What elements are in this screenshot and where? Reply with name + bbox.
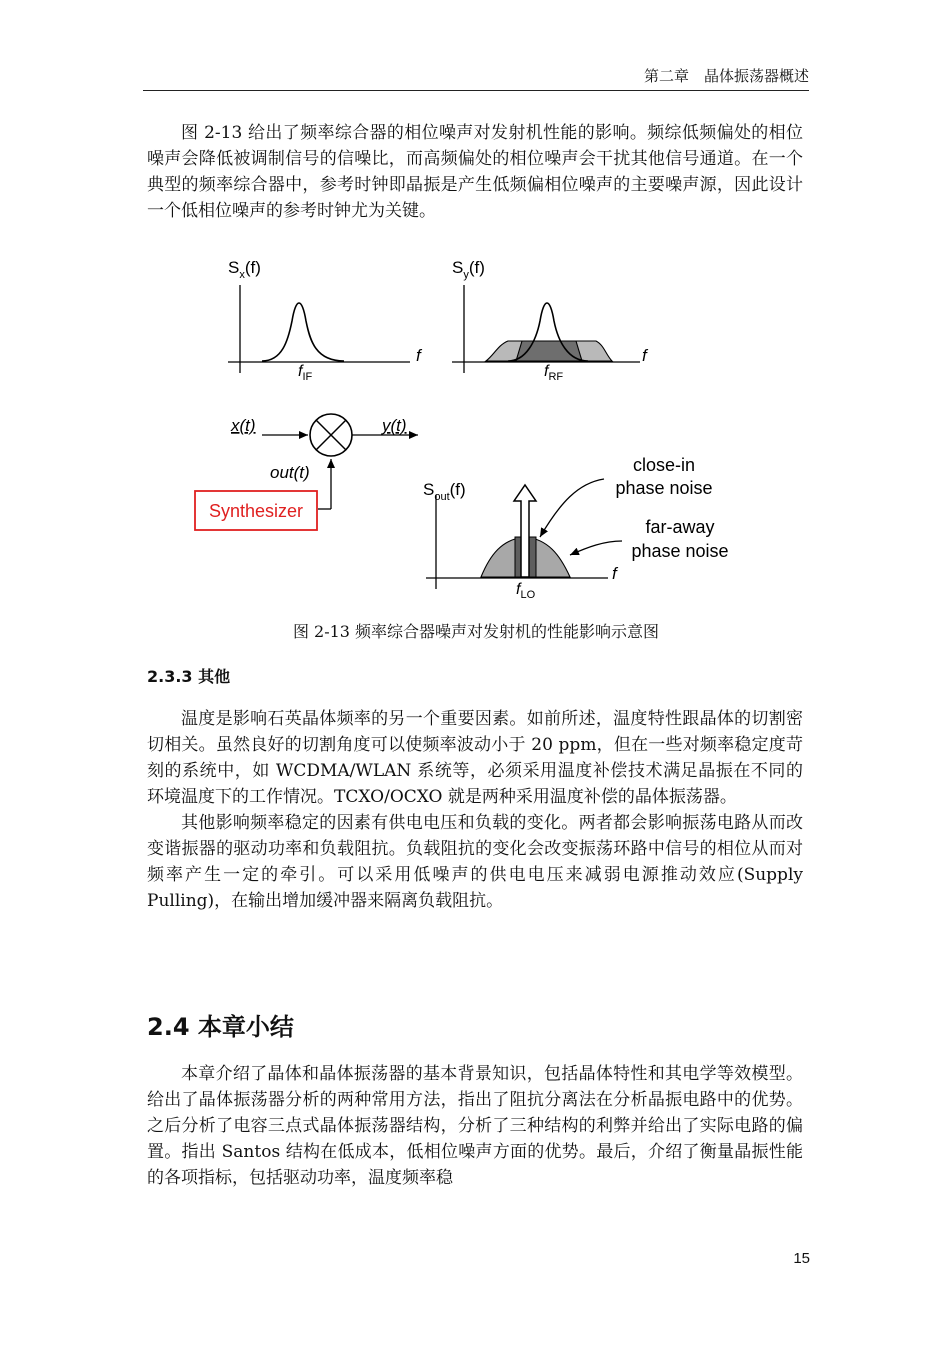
outt-label: out(t)	[270, 463, 310, 482]
section-2-3-3-body	[147, 706, 803, 914]
sx-label: $S_x(f)$	[228, 258, 261, 281]
supply-paragraph: 其他影响频率稳定的因素有供电电压和负载的变化。两者都会影响振荡电路从而改变谐振器的驱动功率和负载阻抗。负载阻抗的变化会改变振荡环路中信号的相位从而对频率产生一定的牵引。可以采用低噪声的供电电压来减弱电源推动效应(Supply Pulling)，在输出增加缓冲器来隔离负载阻抗。	[147, 813, 803, 911]
xt-label: x(t)	[231, 416, 256, 435]
fif-label: $f_{IF}$	[298, 363, 313, 383]
temperature-paragraph: 温度是影响石英晶体频率的另一个重要因素。如前所述，温度特性跟晶体的切割密切相关。虽然良好的切割角度可以使频率波动小于 20 ppm，但在一些对频率稳定度苛刻的系统中，如 WCDMA/WLAN 系统等，必须采用温度补偿技术满足晶振在不同的环境温度下的工作情况。TCXO/OCXO 就是两种采用温度补偿的晶体振荡器。	[147, 709, 803, 807]
running-header	[143, 66, 809, 91]
close-in-pointer	[540, 479, 604, 537]
page-number: 15	[793, 1250, 810, 1267]
intro-paragraph-block	[147, 120, 803, 224]
yt-label: y(t)	[382, 416, 407, 435]
mixer-block	[195, 414, 418, 530]
close-in-text-2: phase noise	[615, 478, 713, 498]
section-2-4-heading: 2.4 本章小结	[147, 1013, 294, 1041]
sy-label: $S_y(f)$	[452, 258, 485, 281]
sout-label: $S_{out}(f)$	[423, 480, 466, 503]
f-axis-1: f	[416, 346, 421, 365]
frf-label: $f_{RF}$	[544, 363, 564, 383]
close-in-text-1: close-in	[632, 455, 696, 475]
synthesizer-label: Synthesizer	[208, 501, 304, 521]
rf-noise-center	[516, 341, 582, 361]
sy-spectrum-plot	[452, 258, 649, 383]
far-away-pointer	[570, 541, 622, 555]
sout-spectrum-plot	[423, 455, 729, 601]
sx-spectrum-plot	[228, 258, 423, 383]
section-2-3-3-heading: 2.3.3 其他	[147, 667, 231, 686]
far-away-text-2: phase noise	[631, 541, 729, 561]
running-title: 第二章 晶体振荡器概述	[643, 67, 809, 85]
figure-caption: 图 2-13 频率综合器噪声对发射机的性能影响示意图	[292, 622, 660, 641]
figure-2-13	[0, 255, 952, 615]
section-2-4-body	[147, 1061, 803, 1191]
if-signal-peak	[262, 303, 344, 361]
f-axis-3: f	[612, 564, 617, 583]
flo-label: $f_{LO}$	[516, 581, 536, 601]
f-axis-2: f	[642, 346, 647, 365]
far-away-text-1: far-away	[645, 517, 715, 537]
intro-paragraph: 图 2-13 给出了频率综合器的相位噪声对发射机性能的影响。频综低频偏处的相位噪声会降低被调制信号的信噪比，而高频偏处的相位噪声会干扰其他信号通道。在一个典型的频率综合器中，参考时钟即晶振是产生低频偏相位噪声的主要噪声源，因此设计一个低相位噪声的参考时钟尤为关键。	[147, 123, 803, 221]
summary-paragraph: 本章介绍了晶体和晶体振荡器的基本背景知识，包括晶体特性和其电学等效模型。给出了晶体振荡器分析的两种常用方法，指出了阻抗分离法在分析晶振电路中的优势。之后分析了电容三点式晶体振荡器结构，分析了三种结构的利弊并给出了实际电路的偏置。指出 Santos 结构在低成本，低相位噪声方面的优势。最后，介绍了衡量晶振性能的各项指标，包括驱动功率，温度频率稳	[147, 1064, 803, 1188]
